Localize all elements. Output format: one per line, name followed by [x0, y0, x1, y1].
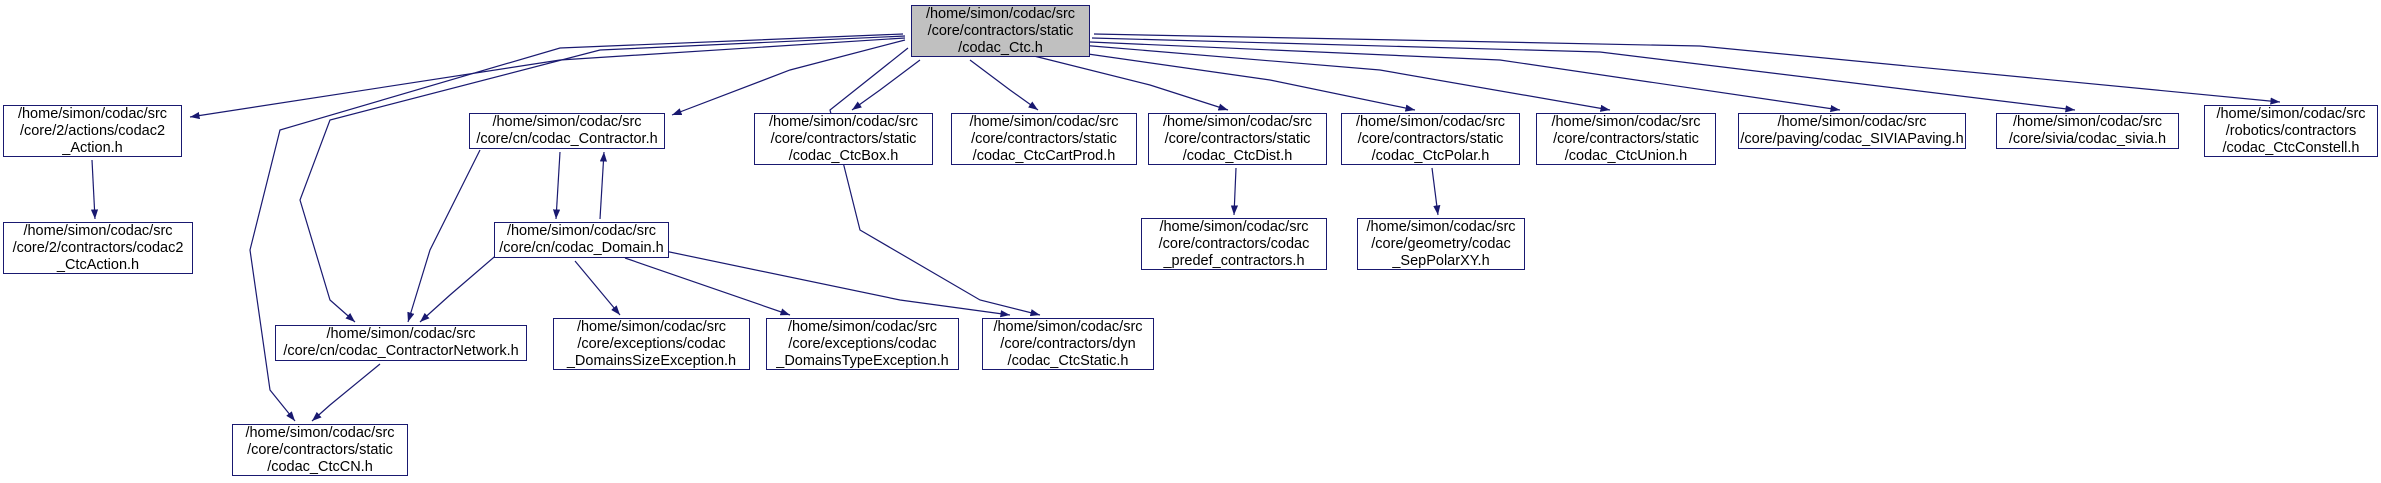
node-label-line: _DomainsSizeException.h: [566, 352, 737, 369]
node-label-line: _Action.h: [62, 139, 123, 156]
node-label-line: _SepPolarXY.h: [1392, 252, 1490, 269]
graph-node-ctccn[interactable]: [232, 424, 408, 476]
node-label-line: /core/contractors/static: [247, 441, 393, 458]
node-label-line: /home/simon/codac/src: [1777, 114, 1927, 130]
node-label-line: /core/2/actions/codac2: [19, 122, 166, 139]
node-label-line: /home/simon/codac/src: [993, 318, 1143, 335]
node-label-line: /core/sivia/codac_sivia.h: [2008, 131, 2167, 147]
node-label-line: /home/simon/codac/src: [1551, 113, 1701, 130]
node-label-line: /home/simon/codac/src: [2216, 105, 2366, 122]
node-label-line: /home/simon/codac/src: [1355, 113, 1506, 130]
graph-node-ctcunion[interactable]: [1536, 113, 1716, 165]
node-label-line: /codac_CtcPolar.h: [1371, 147, 1490, 164]
node-label-line: /core/contractors/static: [1164, 130, 1311, 147]
node-label-line: /core/contractors/static: [971, 130, 1117, 147]
node-label-line: /core/exceptions/codac: [788, 335, 937, 352]
node-label-line: /codac_CtcUnion.h: [1564, 147, 1688, 164]
node-label-line: /home/simon/codac/src: [326, 326, 476, 342]
node-label-line: /core/paving/codac_SIVIAPaving.h: [1740, 131, 1964, 147]
node-label-line: /core/contractors/codac: [1158, 235, 1310, 252]
graph-node-codac2-ctcaction[interactable]: [3, 222, 193, 274]
node-label-line: /home/simon/codac/src: [1159, 218, 1309, 235]
graph-node-contractor[interactable]: [469, 113, 665, 149]
node-label-line: /codac_CtcConstell.h: [2222, 139, 2360, 156]
node-label-line: /core/cn/codac_Domain.h: [499, 240, 664, 256]
node-label-line: _DomainsTypeException.h: [776, 352, 949, 369]
node-label-line: /home/simon/codac/src: [576, 318, 727, 335]
graph-node-sivia[interactable]: [1996, 113, 2179, 149]
node-label-line: /home/simon/codac/src: [506, 223, 657, 239]
graph-node-ctcstatic[interactable]: [982, 318, 1154, 370]
node-label-line: _CtcAction.h: [56, 256, 140, 273]
node-label-line: /core/cn/codac_ContractorNetwork.h: [283, 343, 519, 359]
graph-node-seppolarxy[interactable]: [1357, 218, 1525, 270]
node-label-line: /codac_CtcCN.h: [267, 458, 373, 475]
node-label-line: /codac_CtcDist.h: [1182, 147, 1293, 164]
node-label-line: _predef_contractors.h: [1163, 252, 1305, 269]
node-label-line: /home/simon/codac/src: [492, 114, 642, 130]
node-label-line: /core/exceptions/codac: [577, 335, 726, 352]
graph-node-ctcconstell[interactable]: [2204, 105, 2378, 157]
node-label-line: /codac_CtcCartProd.h: [972, 147, 1116, 164]
node-label-line: /core/contractors/dyn: [1000, 335, 1136, 352]
node-label-line: /home/simon/codac/src: [23, 222, 173, 239]
graph-node-domains-size-exception[interactable]: [553, 318, 750, 370]
node-label-line: /core/cn/codac_Contractor.h: [476, 131, 658, 147]
node-label-line: /core/contractors/static: [770, 130, 917, 147]
node-label-line: /home/simon/codac/src: [2012, 114, 2163, 130]
node-label-line: /codac_Ctc.h: [958, 39, 1043, 56]
graph-node-ctcpolar[interactable]: [1341, 113, 1520, 165]
node-label-line: /core/contractors/static: [1553, 130, 1699, 147]
graph-node-predef-contractors[interactable]: [1141, 218, 1327, 270]
node-label-line: /home/simon/codac/src: [1366, 218, 1516, 235]
graph-node-contractor-network[interactable]: [275, 325, 527, 361]
node-label-line: /core/contractors/static: [1357, 130, 1504, 147]
graph-node-root[interactable]: [911, 5, 1090, 57]
node-label-line: /home/simon/codac/src: [245, 424, 395, 441]
graph-node-ctcbox[interactable]: [754, 113, 933, 165]
node-label-line: /codac_CtcBox.h: [788, 147, 899, 164]
node-label-line: /home/simon/codac/src: [768, 113, 919, 130]
node-label-line: /core/2/contractors/codac2: [12, 239, 184, 256]
graph-node-ctcdist[interactable]: [1148, 113, 1327, 165]
node-label-line: /home/simon/codac/src: [787, 318, 938, 335]
graph-node-sivia-paving[interactable]: [1738, 113, 1966, 149]
node-label-line: /codac_CtcStatic.h: [1007, 352, 1129, 369]
node-label-line: /core/contractors/static: [927, 22, 1074, 39]
graph-node-ctccartprod[interactable]: [951, 113, 1137, 165]
node-label-line: /home/simon/codac/src: [925, 5, 1076, 22]
node-label-line: /home/simon/codac/src: [1162, 113, 1313, 130]
node-label-line: /robotics/contractors: [2225, 122, 2357, 139]
node-label-line: /core/geometry/codac: [1371, 235, 1511, 252]
graph-node-codac2-action[interactable]: [3, 105, 182, 157]
graph-node-domains-type-exception[interactable]: [766, 318, 959, 370]
node-label-line: /home/simon/codac/src: [969, 113, 1119, 130]
node-label-line: /home/simon/codac/src: [17, 105, 168, 122]
graph-node-domain[interactable]: [494, 222, 669, 258]
